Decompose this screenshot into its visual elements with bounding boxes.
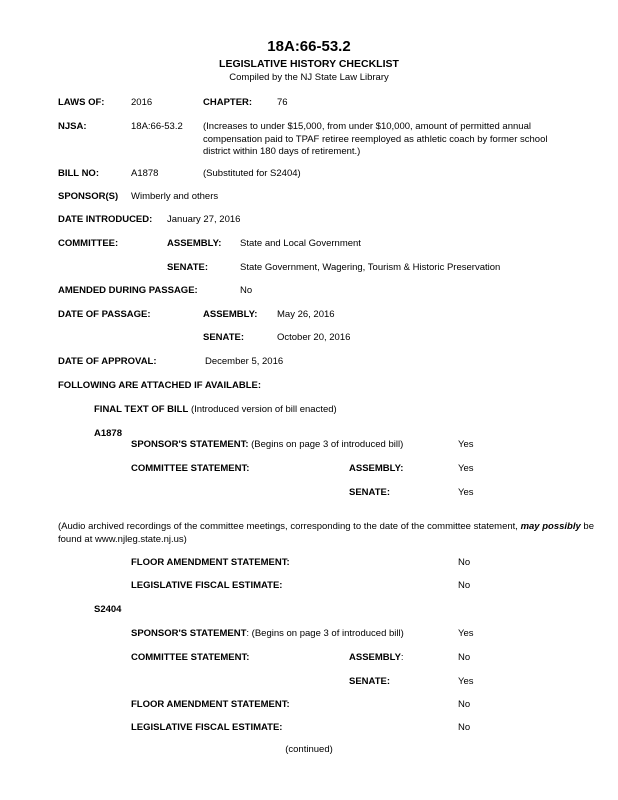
final-text-note: (Introduced version of bill enacted)	[190, 404, 337, 415]
committee-assembly-label: ASSEMBLY:	[167, 238, 222, 249]
s2404-fiscal-value: No	[458, 722, 471, 733]
compiled-by: Compiled by the NJ State Law Library	[229, 72, 389, 83]
audio-note-part1: (Audio archived recordings of the committee meetings, corresponding to the date of the committee statement,	[58, 521, 521, 532]
njsa-value: 18A:66-53.2	[131, 121, 183, 132]
date-introduced-value: January 27, 2016	[167, 214, 241, 225]
s2404-sponsor-stmt-note: : (Begins on page 3 of introduced bill)	[246, 628, 404, 639]
passage-senate-value: October 20, 2016	[277, 332, 351, 343]
s2404-assembly-colon: :	[400, 652, 404, 663]
date-introduced-label: DATE INTRODUCED:	[58, 214, 153, 225]
committee-senate-label: SENATE:	[167, 262, 208, 273]
s2404-sponsor-stmt-label: SPONSOR'S STATEMENT	[131, 628, 247, 639]
sponsors-label: SPONSOR(S)	[58, 191, 119, 202]
committee-senate-value: State Government, Wagering, Tourism & Historic Preservation	[240, 262, 501, 273]
a1878-fiscal-value: No	[458, 580, 471, 591]
passage-senate-label: SENATE:	[203, 332, 244, 343]
njsa-label: NJSA:	[58, 121, 87, 132]
s2404-senate-value: Yes	[458, 676, 474, 687]
laws-of-label: LAWS OF:	[58, 97, 105, 108]
a1878-senate-value: Yes	[458, 487, 474, 498]
a1878-floor-label: FLOOR AMENDMENT STATEMENT:	[131, 557, 290, 568]
chapter-label: CHAPTER:	[203, 97, 253, 108]
a1878-sponsor-stmt-value: Yes	[458, 439, 474, 450]
a1878-floor-value: No	[458, 557, 471, 568]
a1878-assembly-label: ASSEMBLY:	[349, 463, 404, 474]
s2404-sponsor-line	[131, 628, 404, 639]
date-of-passage-label: DATE OF PASSAGE:	[58, 309, 151, 320]
s2404-sponsor-stmt-value: Yes	[458, 628, 474, 639]
attached-heading: FOLLOWING ARE ATTACHED IF AVAILABLE:	[58, 380, 261, 391]
s2404-label: S2404	[94, 604, 122, 615]
laws-of-value: 2016	[131, 97, 153, 108]
a1878-sponsor-stmt-label: SPONSOR'S STATEMENT:	[131, 439, 249, 450]
bill-no-label: BILL NO:	[58, 168, 99, 179]
date-of-approval-label: DATE OF APPROVAL:	[58, 356, 157, 367]
passage-assembly-label: ASSEMBLY:	[203, 309, 258, 320]
final-text-label: FINAL TEXT OF BILL	[94, 404, 189, 415]
s2404-committee-stmt-label: COMMITTEE STATEMENT:	[131, 652, 250, 663]
bill-no-value: A1878	[131, 168, 159, 179]
document-citation: 18A:66-53.2	[267, 38, 351, 55]
s2404-assembly-label: ASSEMBLY	[349, 652, 401, 663]
chapter-value: 76	[277, 97, 288, 108]
final-text-line	[94, 404, 337, 415]
sponsors-value: Wimberly and others	[131, 191, 219, 202]
a1878-label: A1878	[94, 428, 122, 439]
a1878-assembly-value: Yes	[458, 463, 474, 474]
bill-no-note: (Substituted for S2404)	[203, 168, 301, 179]
s2404-floor-label: FLOOR AMENDMENT STATEMENT:	[131, 699, 290, 710]
a1878-senate-label: SENATE:	[349, 487, 390, 498]
a1878-fiscal-label: LEGISLATIVE FISCAL ESTIMATE:	[131, 580, 283, 591]
s2404-assembly-value: No	[458, 652, 471, 663]
a1878-sponsor-line	[131, 439, 403, 450]
date-of-approval-value: December 5, 2016	[205, 356, 284, 367]
a1878-sponsor-stmt-note: (Begins on page 3 of introduced bill)	[251, 439, 404, 450]
audio-note	[58, 521, 603, 546]
njsa-description: (Increases to under $15,000, from under $10,000, amount of permitted annual compensation paid to TPAF retiree reemployed as athletic coach by former school district within 180 days of retirement.)	[203, 121, 548, 157]
amended-value: No	[240, 285, 253, 296]
document-title: LEGISLATIVE HISTORY CHECKLIST	[219, 58, 399, 70]
s2404-fiscal-label: LEGISLATIVE FISCAL ESTIMATE:	[131, 722, 283, 733]
s2404-floor-value: No	[458, 699, 471, 710]
amended-label: AMENDED DURING PASSAGE:	[58, 285, 198, 296]
audio-note-part2: be found at www.njleg.state.nj.us)	[58, 521, 594, 545]
s2404-senate-label: SENATE:	[349, 676, 390, 687]
passage-assembly-value: May 26, 2016	[277, 309, 335, 320]
audio-note-emphasis: may possibly	[520, 521, 581, 532]
s2404-assembly-line	[349, 652, 404, 663]
committee-assembly-value: State and Local Government	[240, 238, 361, 249]
a1878-committee-stmt-label: COMMITTEE STATEMENT:	[131, 463, 250, 474]
committee-label: COMMITTEE:	[58, 238, 119, 249]
continued-footer: (continued)	[285, 744, 333, 755]
